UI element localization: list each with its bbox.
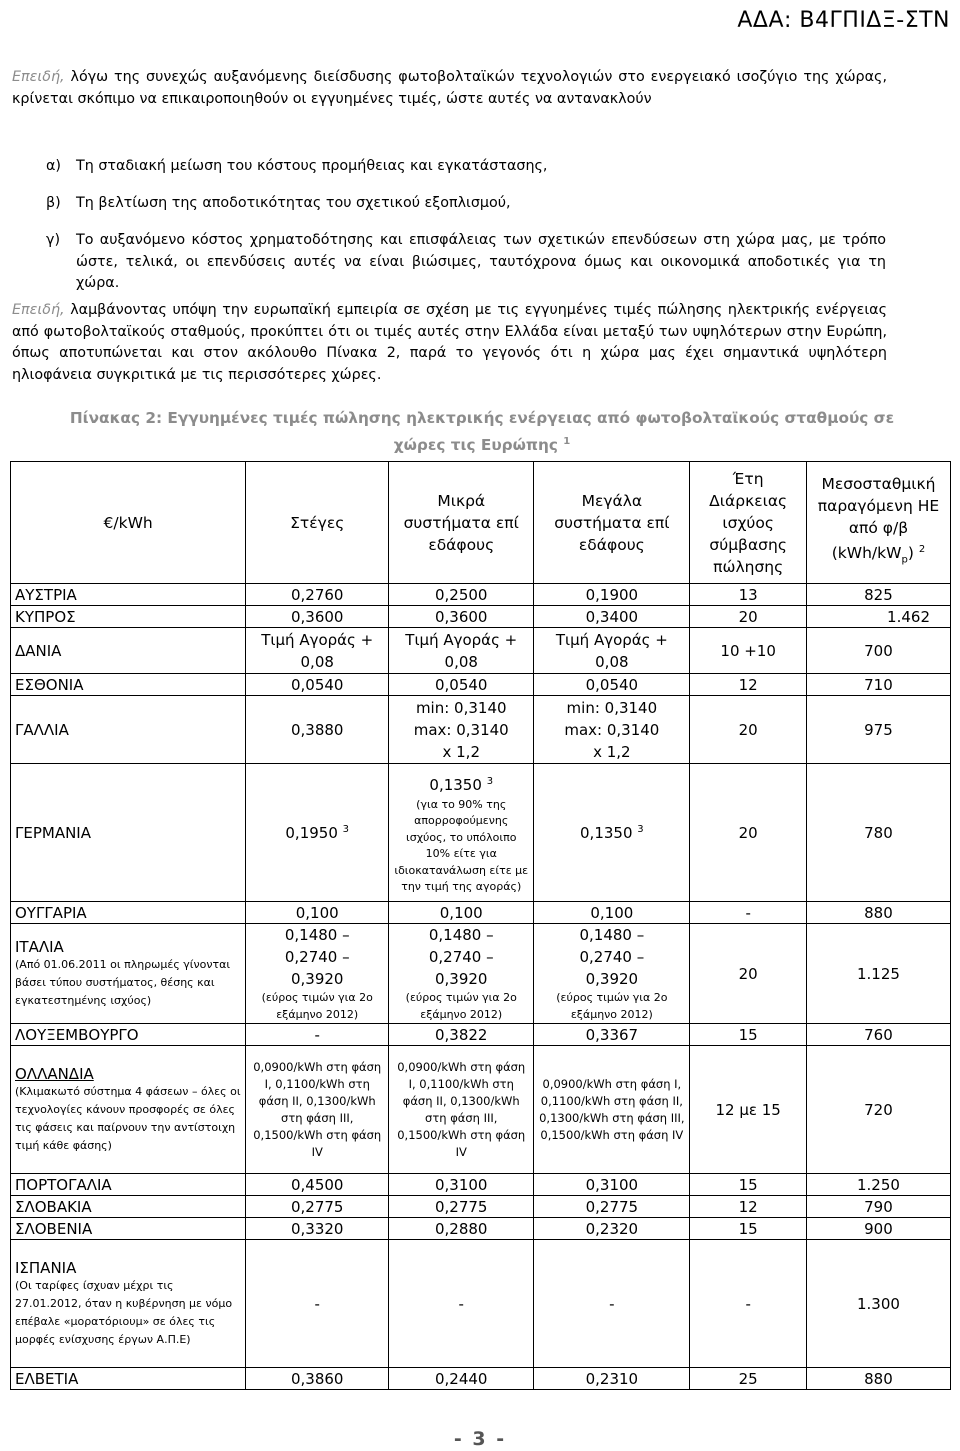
avg-cell: 1.462: [806, 606, 950, 628]
roof-cell: 0,3880: [246, 696, 389, 764]
large-cell: 0,2310: [534, 1368, 690, 1390]
list-label: α): [46, 158, 62, 174]
list-item: [46, 193, 886, 215]
table-row: [11, 1240, 951, 1368]
years-cell: -: [690, 902, 807, 924]
table-row: [11, 628, 951, 674]
large-cell: 0,0900/kWh στη φάση I, 0,1100/kWh στη φάση II, 0,1300/kWh στη φάση III, 0,1500/kWh στη φάση IV: [534, 1046, 690, 1174]
roof-cell: 0,0540: [246, 674, 389, 696]
second-paragraph: [12, 300, 887, 386]
roof-cell: -: [246, 1024, 389, 1046]
avg-cell: 900: [806, 1218, 950, 1240]
years-cell: 15: [690, 1174, 807, 1196]
years-cell: 20: [690, 606, 807, 628]
list-label: β): [46, 195, 61, 211]
avg-cell: 720: [806, 1046, 950, 1174]
table-row: [11, 1046, 951, 1174]
list-text: Τη βελτίωση της αποδοτικότητας του σχετικού εξοπλισμού,: [76, 195, 511, 211]
table-row: [11, 764, 951, 902]
country-cell: ΚΥΠΡΟΣ: [11, 606, 246, 628]
roof-cell: 0,100: [246, 902, 389, 924]
small-cell: 0,0900/kWh στη φάση I, 0,1100/kWh στη φάση II, 0,1300/kWh στη φάση III, 0,1500/kWh στη φάση IV: [389, 1046, 534, 1174]
country-cell: ΠΟΡΤΟΓΑΛΙΑ: [11, 1174, 246, 1196]
years-cell: 20: [690, 696, 807, 764]
header-small-systems: Μικρά συστήματα επί εδάφους: [389, 462, 534, 584]
table-row: [11, 584, 951, 606]
roof-cell: 0,4500: [246, 1174, 389, 1196]
small-cell: 0,2775: [389, 1196, 534, 1218]
avg-cell: 710: [806, 674, 950, 696]
avg-cell: 700: [806, 628, 950, 674]
table-title-line1: Πίνακας 2: Εγγυημένες τιμές πώλησης ηλεκτρικής ενέργειας από φωτοβολταϊκούς σταθμούς σε: [69, 409, 895, 427]
table-row: [11, 1174, 951, 1196]
country-cell: ΓΕΡΜΑΝΙΑ: [11, 764, 246, 902]
roof-cell: -: [246, 1240, 389, 1368]
small-cell: 0,3600: [389, 606, 534, 628]
avg-cell: 790: [806, 1196, 950, 1218]
country-cell: ΟΥΓΓΑΡΙΑ: [11, 902, 246, 924]
small-cell: -: [389, 1240, 534, 1368]
years-cell: 12: [690, 1196, 807, 1218]
large-cell: 0,1900: [534, 584, 690, 606]
small-cell: 0,0540: [389, 674, 534, 696]
country-cell: ΣΛΟΒΕΝΙΑ: [11, 1218, 246, 1240]
list-text: Τη σταδιακή μείωση του κόστους προμήθειας και εγκατάστασης,: [76, 158, 548, 174]
large-cell: 0,3100: [534, 1174, 690, 1196]
table-row: [11, 696, 951, 764]
avg-cell: 1.125: [806, 924, 950, 1024]
country-cell: ΣΛΟΒΑΚΙΑ: [11, 1196, 246, 1218]
roof-cell: Τιμή Αγοράς + 0,08: [246, 628, 389, 674]
roof-cell: 0,1950 $^3$: [246, 764, 389, 902]
country-cell: ΕΛΒΕΤΙΑ: [11, 1368, 246, 1390]
years-cell: 20: [690, 924, 807, 1024]
country-cell: ΙΣΠΑΝΙΑ (Οι ταρίφες ίσχυαν μέχρι τις 27.01.2012, όταν η κυβέρνηση με νόμο επέβαλε «μορατόριουμ» σε όλες τις μορφές ενίσχυσης έργων Α.Π.Ε): [11, 1240, 246, 1368]
page-number: - 3 -: [453, 1428, 507, 1450]
large-cell: Τιμή Αγοράς + 0,08: [534, 628, 690, 674]
country-cell: ΟΛΛΑΝΔΙΑ (Κλιμακωτό σύστημα 4 φάσεων – όλες οι τεχνολογίες κάνουν προσφορές σε όλες τις φάσεις και παίρνουν την αντίστοιχη τιμή κάθε φάσης): [11, 1046, 246, 1174]
years-cell: 20: [690, 764, 807, 902]
years-cell: -: [690, 1240, 807, 1368]
small-cell: 0,100: [389, 902, 534, 924]
intro-text: λόγω της συνεχώς αυξανόμενης διείσδυσης φωτοβολταϊκών τεχνολογιών στο ενεργειακό ισοζύγιο της χώρας, κρίνεται σκόπιμο να επικαιροποιηθούν οι εγγυημένες τιμές, ώστε αυτές να αντανακλούν: [12, 69, 887, 107]
country-cell: ΓΑΛΛΙΑ: [11, 696, 246, 764]
table-row: [11, 1196, 951, 1218]
avg-cell: 1.300: [806, 1240, 950, 1368]
small-cell: 0,2880: [389, 1218, 534, 1240]
header-roofs: Στέγες: [246, 462, 389, 584]
avg-cell: 825: [806, 584, 950, 606]
roof-cell: 0,0900/kWh στη φάση I, 0,1100/kWh στη φάση II, 0,1300/kWh στη φάση III, 0,1500/kWh στη φάση IV: [246, 1046, 389, 1174]
small-cell: 0,1480 – 0,2740 – 0,3920 (εύρος τιμών για 2ο εξάμηνο 2012): [389, 924, 534, 1024]
small-cell: 0,2500: [389, 584, 534, 606]
header-avg-production: Μεσοσταθμική παραγόμενη ΗΕ από φ/β $(kWh/kW_p)$ $^2$: [806, 462, 950, 584]
roof-cell: 0,2760: [246, 584, 389, 606]
avg-cell: 880: [806, 902, 950, 924]
para2-text: λαμβάνοντας υπόψη την ευρωπαϊκή εμπειρία σε σχέση με τις εγγυημένες τιμές πώλησης ηλεκτρικής ενέργειας από φωτοβολταϊκούς σταθμούς, προκύπτει ότι οι τιμές αυτές στην Ελλάδα είναι μεταξύ των υψηλότερων στην Ευρώπη, όπως αποτυπώνεται και στον ακόλουθο Πίνακα 2, παρά το γεγονός ότι η χώρα μας έχει σημαντικά υψηλότερη ηλιοφάνεια συγκριτικά με τις περισσότερες χώρες.: [12, 302, 887, 383]
small-cell: 0,2440: [389, 1368, 534, 1390]
table-header-row: [11, 462, 951, 584]
intro-paragraph: [12, 67, 887, 110]
small-cell: min: 0,3140 max: 0,3140 x 1,2: [389, 696, 534, 764]
table-row: [11, 674, 951, 696]
roof-cell: 0,2775: [246, 1196, 389, 1218]
table-row: [11, 606, 951, 628]
years-cell: 12 με 15: [690, 1046, 807, 1174]
table-row: [11, 1368, 951, 1390]
table-title: [12, 406, 952, 457]
years-cell: 25: [690, 1368, 807, 1390]
large-cell: 0,3367: [534, 1024, 690, 1046]
avg-cell: 975: [806, 696, 950, 764]
large-cell: 0,1480 – 0,2740 – 0,3920 (εύρος τιμών για 2ο εξάμηνο 2012): [534, 924, 690, 1024]
avg-cell: 780: [806, 764, 950, 902]
large-cell: 0,2320: [534, 1218, 690, 1240]
large-cell: 0,2775: [534, 1196, 690, 1218]
avg-cell: 760: [806, 1024, 950, 1046]
list-item: [46, 156, 886, 178]
header-large-systems: Μεγάλα συστήματα επί εδάφους: [534, 462, 690, 584]
roof-cell: 0,3600: [246, 606, 389, 628]
large-cell: 0,3400: [534, 606, 690, 628]
years-cell: 10 +10: [690, 628, 807, 674]
large-cell: 0,0540: [534, 674, 690, 696]
large-cell: -: [534, 1240, 690, 1368]
large-cell: 0,100: [534, 902, 690, 924]
large-cell: min: 0,3140 max: 0,3140 x 1,2: [534, 696, 690, 764]
list-label: γ): [46, 232, 61, 248]
avg-cell: 1.250: [806, 1174, 950, 1196]
table-row: [11, 1024, 951, 1046]
years-cell: 15: [690, 1024, 807, 1046]
table-row: [11, 902, 951, 924]
small-cell: 0,1350 $^3$ (για το 90% της απορροφούμενης ισχύος, το υπόλοιπο 10% είτε για ιδιοκατανάλωση είτε με την τιμή της αγοράς): [389, 764, 534, 902]
country-cell: ΙΤΑΛΙΑ (Από 01.06.2011 οι πληρωμές γίνονται βάσει τύπου συστήματος, θέσης και εγκατεστημένης ισχύος): [11, 924, 246, 1024]
country-cell: ΑΥΣΤΡΙΑ: [11, 584, 246, 606]
list-text: Το αυξανόμενο κόστος χρηματοδότησης και επισφάλειας των σχετικών επενδύσεων στη χώρα μας, με τρόπο ώστε, τελικά, οι επενδύσεις αυτές να είναι βιώσιμες, ταυτόχρονα όμως και οικονομικά αποδοτικές για τη χώρα.: [76, 232, 886, 291]
intro-keyword: Επειδή,: [12, 69, 65, 85]
ada-header: ΑΔΑ: Β4ΓΠΙΔΞ-ΣΤΝ: [737, 8, 950, 33]
years-cell: 13: [690, 584, 807, 606]
avg-cell: 880: [806, 1368, 950, 1390]
small-cell: Τιμή Αγοράς + 0,08: [389, 628, 534, 674]
country-cell: ΔΑΝΙΑ: [11, 628, 246, 674]
country-cell: ΕΣΘΟΝΙΑ: [11, 674, 246, 696]
country-cell: ΛΟΥΞΕΜΒΟΥΡΓΟ: [11, 1024, 246, 1046]
header-unit: €/kWh: [11, 462, 246, 584]
years-cell: 12: [690, 674, 807, 696]
para2-keyword: Επειδή,: [12, 302, 65, 318]
table-title-line2: χώρες τις Ευρώπης: [393, 436, 558, 455]
years-cell: 15: [690, 1218, 807, 1240]
header-contract-years: Έτη Διάρκειας ισχύος σύμβασης πώλησης: [690, 462, 807, 584]
table-row: [11, 1218, 951, 1240]
small-cell: 0,3822: [389, 1024, 534, 1046]
table-title-footnote: 1: [563, 436, 571, 447]
small-cell: 0,3100: [389, 1174, 534, 1196]
roof-cell: 0,3320: [246, 1218, 389, 1240]
large-cell: 0,1350 $^3$: [534, 764, 690, 902]
list-item: [46, 230, 886, 295]
feed-in-tariff-table: [10, 461, 951, 1390]
table-row: [11, 924, 951, 1024]
roof-cell: 0,1480 – 0,2740 – 0,3920 (εύρος τιμών για 2ο εξάμηνο 2012): [246, 924, 389, 1024]
roof-cell: 0,3860: [246, 1368, 389, 1390]
